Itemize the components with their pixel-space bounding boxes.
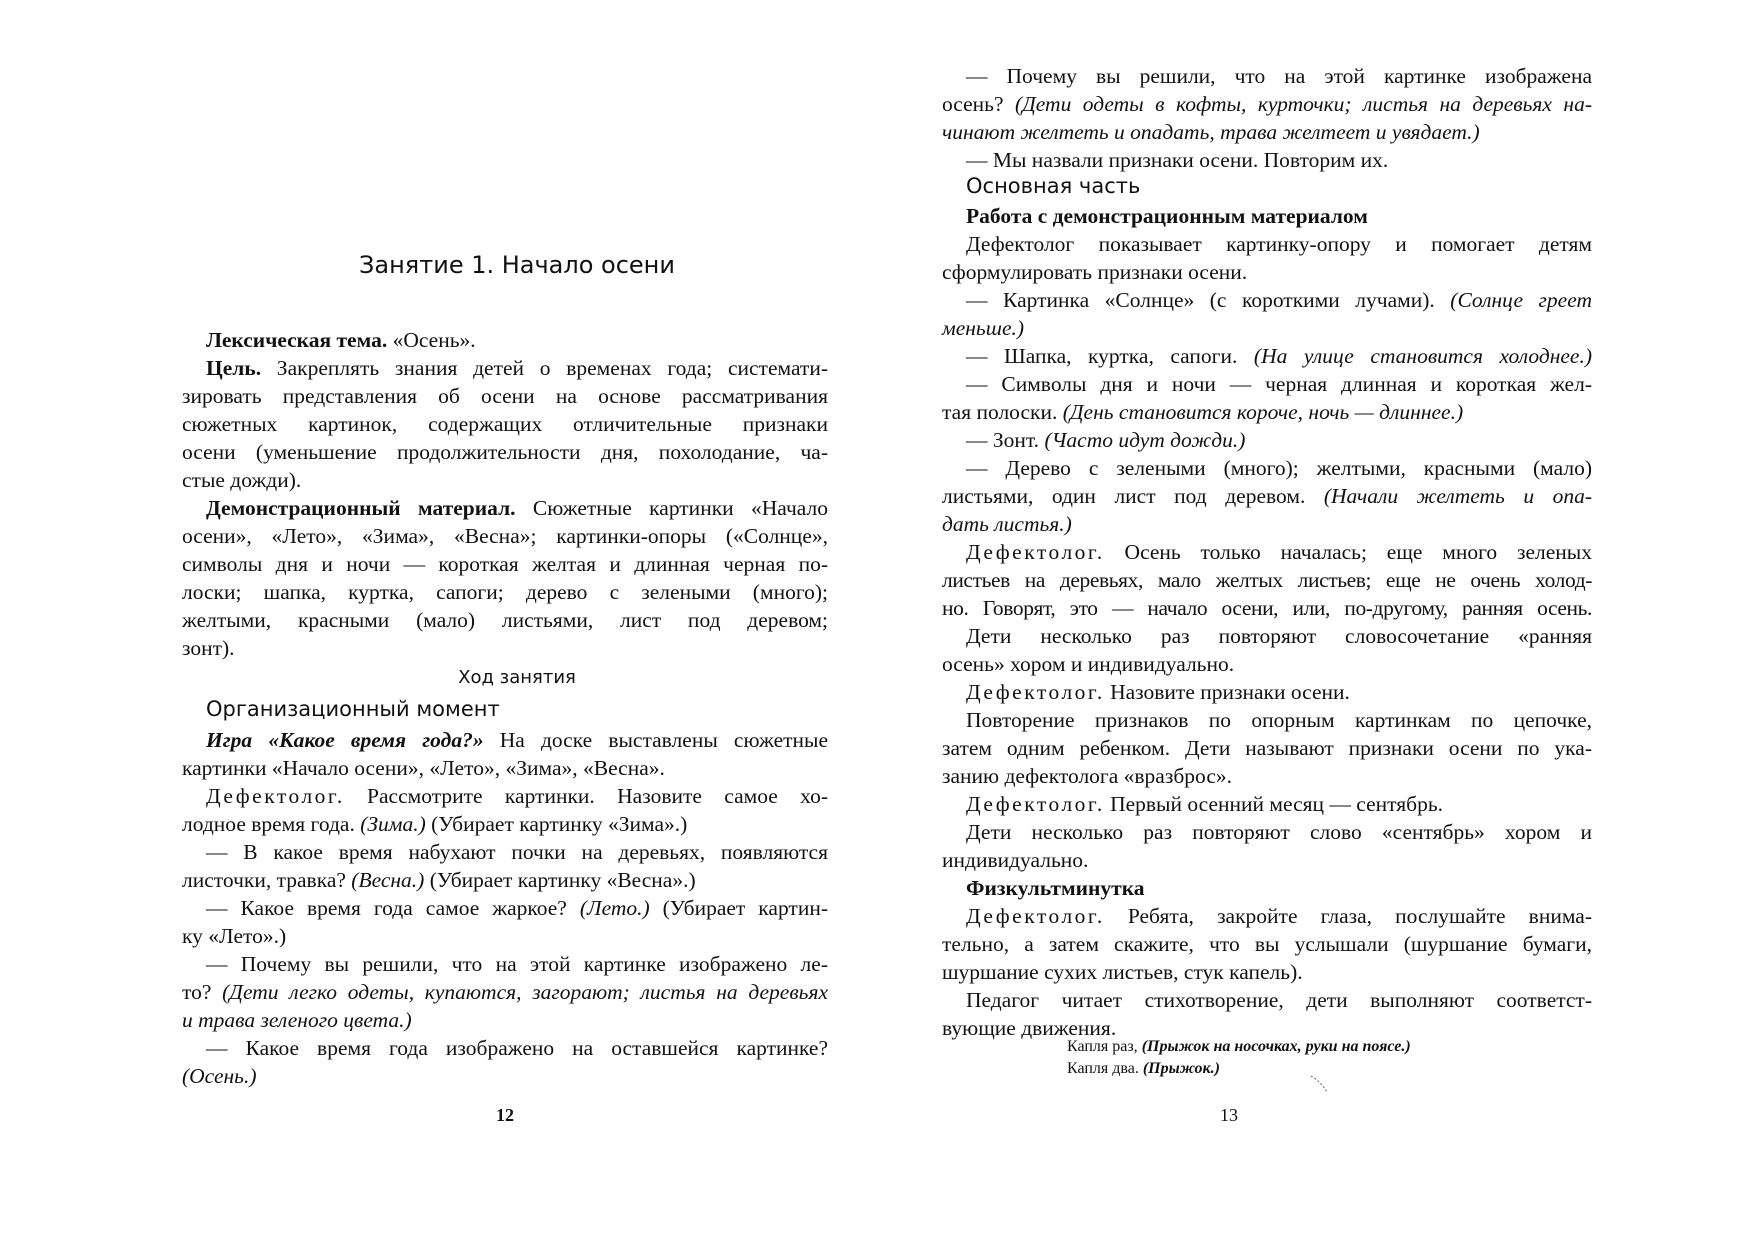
tree-line-1: — Дерево с зелеными (много); желтыми, красными (мало) bbox=[966, 456, 1592, 480]
rep1-line-2: осень» хором и индивидуально. bbox=[942, 652, 1235, 676]
game-text: На доске выставлены сюжетные bbox=[483, 728, 828, 752]
dialog-text: листочки, травка? bbox=[182, 868, 352, 892]
page-number-left: 12 bbox=[496, 1105, 514, 1125]
dialog-text: то? bbox=[182, 980, 223, 1004]
course-heading: Ход занятия bbox=[458, 667, 576, 688]
demo-material-text: Сюжетные картинки «Начало bbox=[515, 496, 829, 520]
rep2-line-1: Дети несколько раз повторяют слово «сентябрь» хором и bbox=[966, 820, 1592, 844]
poem-action: (Прыжок.) bbox=[1142, 1060, 1220, 1077]
demo-material-line-4: лоски; шапка, куртка, сапоги; дерево с зелеными (много); bbox=[182, 580, 828, 604]
answer-text: (Дети одеты в кофты, курточки; листья на деревьях на- bbox=[1014, 92, 1592, 116]
answer-text: (День становится короче, ночь — длиннее.) bbox=[1062, 400, 1464, 424]
game-label: Игра «Какое время года?» bbox=[206, 728, 484, 752]
sun-line-2: меньше.) bbox=[942, 316, 1025, 340]
dialog-text: Первый осенний месяц — сентябрь. bbox=[1104, 792, 1444, 816]
clothes-line bbox=[966, 342, 1592, 370]
right-page bbox=[942, 0, 1592, 1240]
demo-material-label: Демонстрационный материал. bbox=[206, 496, 516, 520]
answer-text: (Солнце греет bbox=[1450, 288, 1592, 312]
answer-text: (Начали желтеть и опа- bbox=[1323, 484, 1592, 508]
s3-line bbox=[966, 790, 1443, 818]
answer-text: (Зима.) bbox=[360, 812, 426, 836]
goal-text: Закреплять знания детей о временах года; системати- bbox=[261, 356, 828, 380]
dialog-text: Ребята, закройте глаза, послушайте внима- bbox=[1104, 904, 1592, 928]
dialog-text: Назовите признаки осени. bbox=[1104, 680, 1350, 704]
game-line-2: картинки «Начало осени», «Лето», «Зима», «Весна». bbox=[182, 756, 665, 780]
page-number-right: 13 bbox=[1220, 1105, 1238, 1125]
speaker-label: Дефектолог. bbox=[966, 792, 1105, 816]
teacher-line-2: вующие движения. bbox=[942, 1016, 1117, 1040]
dialog-4-line-3: и трава зеленого цвета.) bbox=[182, 1008, 412, 1032]
demo-material-line-3: символы дня и ночи — короткая желтая и длинная черная по- bbox=[182, 552, 828, 576]
goal-label: Цель. bbox=[206, 356, 262, 380]
demo-material-line-2: осени», «Лето», «Зима», «Весна»; картинки-опоры («Солнце», bbox=[182, 524, 828, 548]
lexical-topic-label: Лексическая тема. bbox=[206, 328, 388, 352]
s4-line-2: тельно, а затем скажите, что вы услышали (шуршание бумаги, bbox=[942, 932, 1592, 956]
daynight-line-1: — Символы дня и ночи — черная длинная и короткая жел- bbox=[966, 372, 1592, 396]
dialog-text: (Убирает картин- bbox=[649, 896, 829, 920]
dialog-3-line-2: ку «Лето».) bbox=[182, 924, 287, 948]
dialog-text: — Зонт. bbox=[966, 428, 1045, 452]
q1-line-2 bbox=[942, 90, 1592, 118]
dialog-4-line-1: — Почему вы решили, что на этой картинке изображено ле- bbox=[206, 952, 828, 976]
speaker-label: Дефектолог. bbox=[966, 904, 1105, 928]
demo-work-heading: Работа с демонстрационным материалом bbox=[966, 204, 1368, 228]
answer-text: (Весна.) bbox=[351, 868, 425, 892]
s4-line-3: шуршание сухих листьев, стук капель). bbox=[942, 960, 1303, 984]
dialog-1-line-2 bbox=[182, 810, 687, 838]
lexical-topic-value: «Осень». bbox=[387, 328, 476, 352]
poem-action: (Прыжок на носочках, руки на поясе.) bbox=[1141, 1038, 1411, 1055]
speaker-label: Дефектолог. bbox=[966, 540, 1105, 564]
dialog-text: (Убирает картинку «Зима».) bbox=[425, 812, 688, 836]
s1-line-3: но. Говорят, это — начало осени, или, по-другому, ранняя осень. bbox=[942, 596, 1592, 620]
daynight-line-2 bbox=[942, 398, 1463, 426]
goal-line-3: сюжетных картинок, содержащих отличительные признаки bbox=[182, 412, 828, 436]
chain-line-2: затем одним ребенком. Дети называют признаки осени по ука- bbox=[942, 736, 1592, 760]
goal-line-2: зировать представления об осени на основе рассматривания bbox=[182, 384, 828, 408]
poem-verse: Капля два. bbox=[1067, 1060, 1143, 1077]
tree-line-3: дать листья.) bbox=[942, 512, 1072, 536]
chain-line-1: Повторение признаков по опорным картинкам по цепочке, bbox=[966, 708, 1592, 732]
umbrella-line bbox=[966, 426, 1245, 454]
game-line-1 bbox=[206, 726, 828, 754]
dialog-text: — Какое время года самое жаркое? bbox=[206, 896, 580, 920]
dialog-text: (Убирает картинку «Весна».) bbox=[424, 868, 696, 892]
sun-line-1 bbox=[966, 286, 1592, 314]
q1-line-1: — Почему вы решили, что на этой картинке изображена bbox=[966, 64, 1592, 88]
p1-line-2: сформулировать признаки осени. bbox=[942, 260, 1248, 284]
lesson-title: Занятие 1. Начало осени bbox=[359, 251, 675, 279]
s2-line bbox=[966, 678, 1350, 706]
s4-line-1 bbox=[966, 902, 1592, 930]
dialog-text: — Картинка «Солнце» (с короткими лучами). bbox=[966, 288, 1451, 312]
section-heading-organizational: Организационный момент bbox=[206, 697, 500, 721]
dialog-text: листьями, один лист под деревом. bbox=[942, 484, 1324, 508]
demo-material-line-5: желтыми, красными (мало) листьями, лист под деревом; bbox=[182, 608, 828, 632]
dialog-4-line-2 bbox=[182, 978, 828, 1006]
dialog-text: Рассмотрите картинки. Назовите самое хо- bbox=[344, 784, 828, 808]
dialog-5-line-2: (Осень.) bbox=[182, 1064, 257, 1088]
rep2-line-2: индивидуально. bbox=[942, 848, 1089, 872]
dialog-text: осень? bbox=[942, 92, 1015, 116]
dialog-text: лодное время года. bbox=[182, 812, 361, 836]
s1-line-1 bbox=[966, 538, 1592, 566]
scan-artifact-mark bbox=[1309, 1074, 1329, 1094]
q1-line-3: чинают желтеть и опадать, трава желтеет и увядает.) bbox=[942, 120, 1480, 144]
answer-text: (Лето.) bbox=[579, 896, 650, 920]
speaker-label: Дефектолог. bbox=[206, 784, 345, 808]
q2-line: — Мы назвали признаки осени. Повторим их. bbox=[966, 148, 1389, 172]
goal-line-1 bbox=[206, 354, 828, 382]
chain-line-3: занию дефектолога «вразброс». bbox=[942, 764, 1232, 788]
speaker-label: Дефектолог. bbox=[966, 680, 1105, 704]
dialog-text: тая полоски. bbox=[942, 400, 1063, 424]
section-heading-main: Основная часть bbox=[966, 174, 1141, 198]
dialog-text: Осень только началась; еще много зеленых bbox=[1104, 540, 1592, 564]
rep1-line-1: Дети несколько раз повторяют словосочетание «ранняя bbox=[966, 624, 1592, 648]
dialog-5-line-1: — Какое время года изображено на оставшейся картинке? bbox=[206, 1036, 828, 1060]
goal-line-4: осени (уменьшение продолжительности дня, похолодание, ча- bbox=[182, 440, 828, 464]
dialog-2-line-2 bbox=[182, 866, 696, 894]
teacher-line-1: Педагог читает стихотворение, дети выполняют соответст- bbox=[966, 988, 1592, 1012]
demo-material-line-6: зонт). bbox=[182, 636, 235, 660]
dialog-text: — Шапка, куртка, сапоги. bbox=[966, 344, 1254, 368]
dialog-1-line-1 bbox=[206, 782, 828, 810]
phys-heading: Физкультминутка bbox=[966, 876, 1145, 900]
tree-line-2 bbox=[942, 482, 1592, 510]
answer-text: (Часто идут дожди.) bbox=[1044, 428, 1246, 452]
left-page bbox=[182, 0, 829, 1240]
s1-line-2: листьев на деревьях, мало желтых листьев; еще не очень холод- bbox=[942, 568, 1592, 592]
dialog-2-line-1: — В какое время набухают почки на деревьях, появляются bbox=[206, 840, 828, 864]
demo-material-line-1 bbox=[206, 494, 828, 522]
poem-line-2 bbox=[1067, 1058, 1220, 1080]
answer-text: (Дети легко одеты, купаются, загорают; листья на деревьях bbox=[222, 980, 828, 1004]
answer-text: (На улице становится холоднее.) bbox=[1253, 344, 1592, 368]
poem-line-1 bbox=[1067, 1036, 1411, 1058]
lexical-topic bbox=[206, 326, 476, 354]
goal-line-5: стые дожди). bbox=[182, 468, 302, 492]
poem-verse: Капля раз, bbox=[1067, 1038, 1142, 1055]
p1-line-1: Дефектолог показывает картинку-опору и помогает детям bbox=[966, 232, 1592, 256]
dialog-3-line-1 bbox=[206, 894, 828, 922]
